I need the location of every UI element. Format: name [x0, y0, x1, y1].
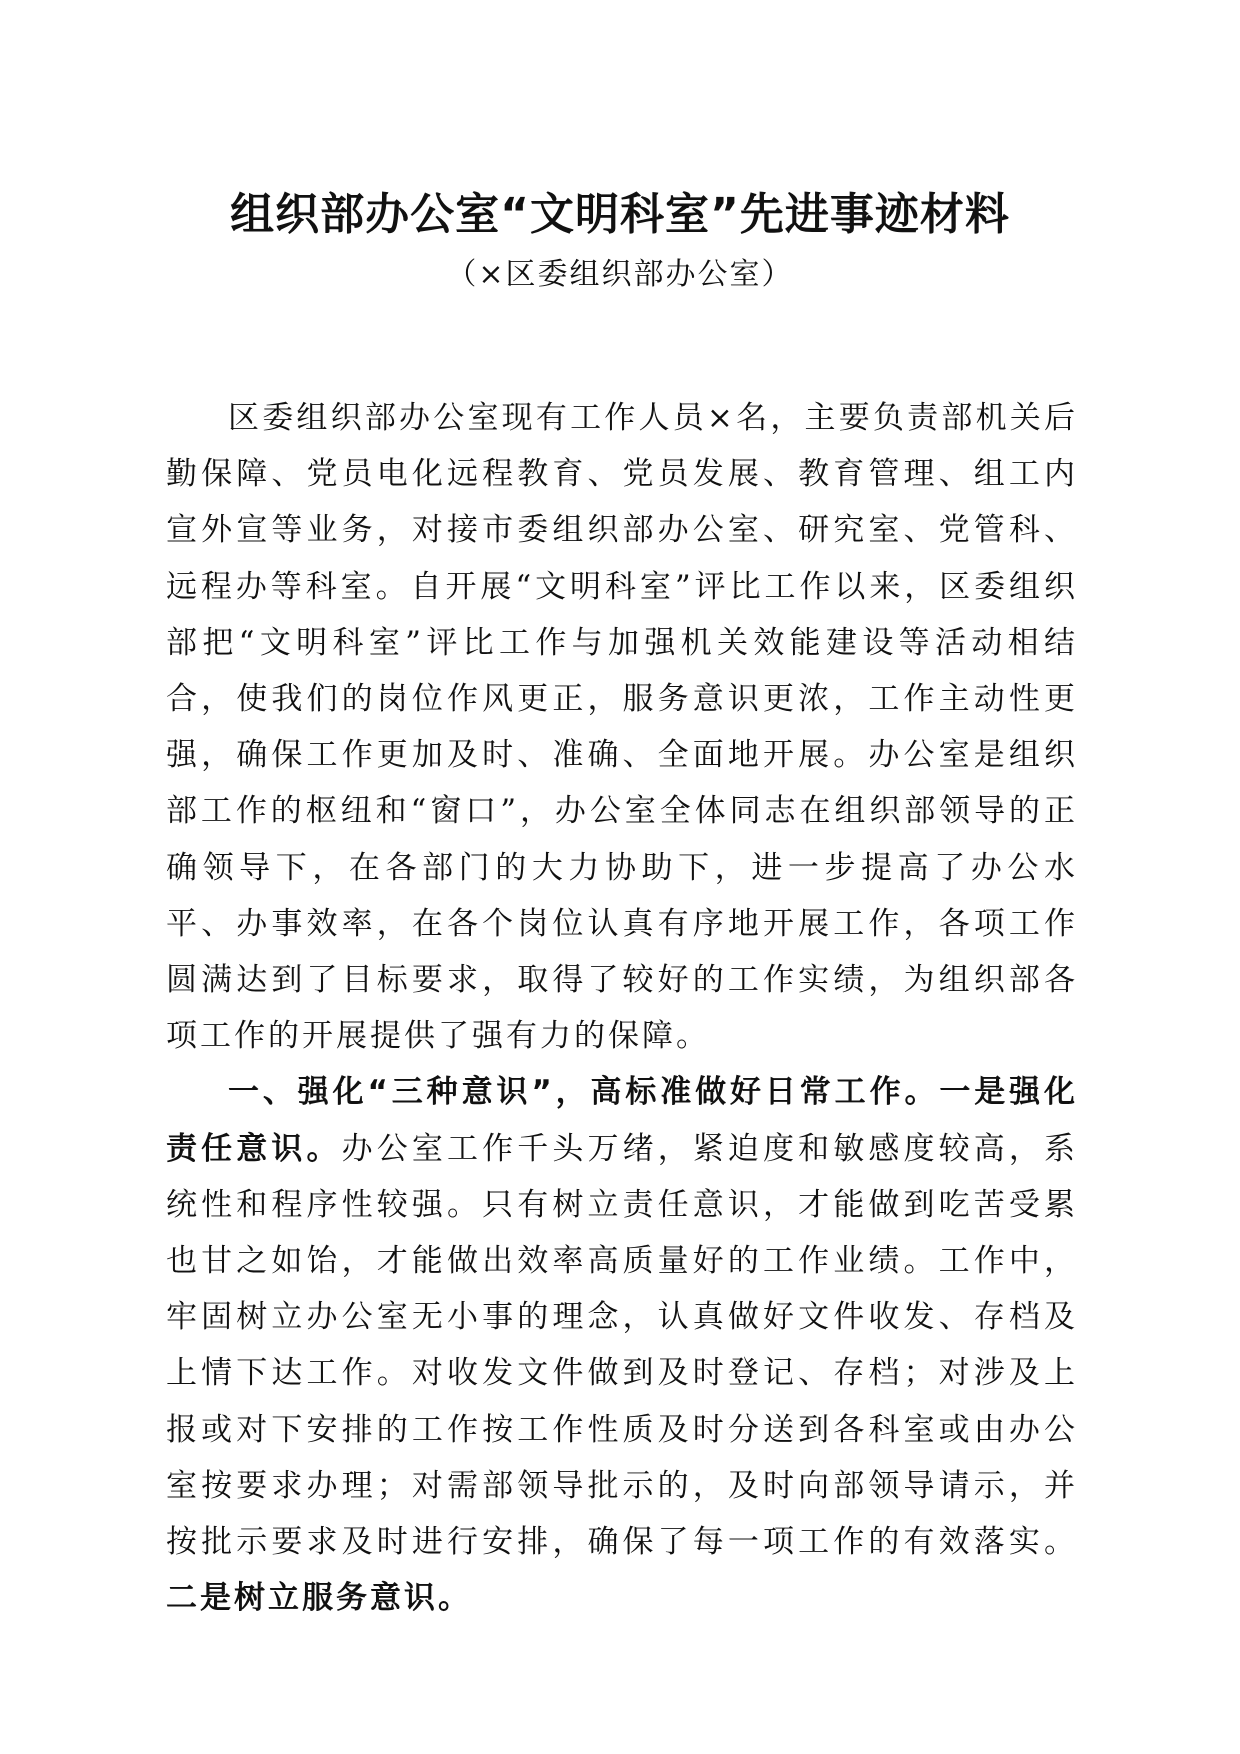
section-1-paragraph: [166, 1064, 1078, 1626]
point-1-label: 一是强化责任意识。: [166, 1074, 1078, 1167]
point-2-label: 二是树立服务意识。: [166, 1580, 472, 1617]
section-1-heading: 一、强化“三种意识”，高标准做好日常工作。: [228, 1074, 940, 1111]
document-subtitle: （×区委组织部办公室）: [446, 257, 794, 292]
document-body: [166, 390, 1078, 1626]
document-title: 组织部办公室“文明科室”先进事迹材料: [230, 189, 1010, 240]
intro-paragraph: 区委组织部办公室现有工作人员×名，主要负责部机关后勤保障、党员电化远程教育、党员发展、教育管理、组工内宣外宣等业务，对接市委组织部办公室、研究室、党管科、远程办等科室。自开展“文明科室”评比工作以来，区委组织部把“文明科室”评比工作与加强机关效能建设等活动相结合，使我们的岗位作风更正，服务意识更浓，工作主动性更强，确保工作更加及时、准确、全面地开展。办公室是组织部工作的枢纽和“窗口”，办公室全体同志在组织部领导的正确领导下，在各部门的大力协助下，进一步提高了办公水平、办事效率，在各个岗位认真有序地开展工作，各项工作圆满达到了目标要求，取得了较好的工作实绩，为组织部各项工作的开展提供了强有力的保障。: [166, 400, 1078, 1055]
point-1-text: 办公室工作千头万绪，紧迫度和敏感度较高，系统性和程序性较强。只有树立责任意识，才能做到吃苦受累也甘之如饴，才能做出效率高质量好的工作业绩。工作中，牢固树立办公室无小事的理念，认真做好文件收发、存档及上情下达工作。对收发文件做到及时登记、存档；对涉及上报或对下安排的工作按工作性质及时分送到各科室或由办公室按要求办理；对需部领导批示的，及时向部领导请示，并按批示要求及时进行安排，确保了每一项工作的有效落实。: [166, 1130, 1079, 1561]
